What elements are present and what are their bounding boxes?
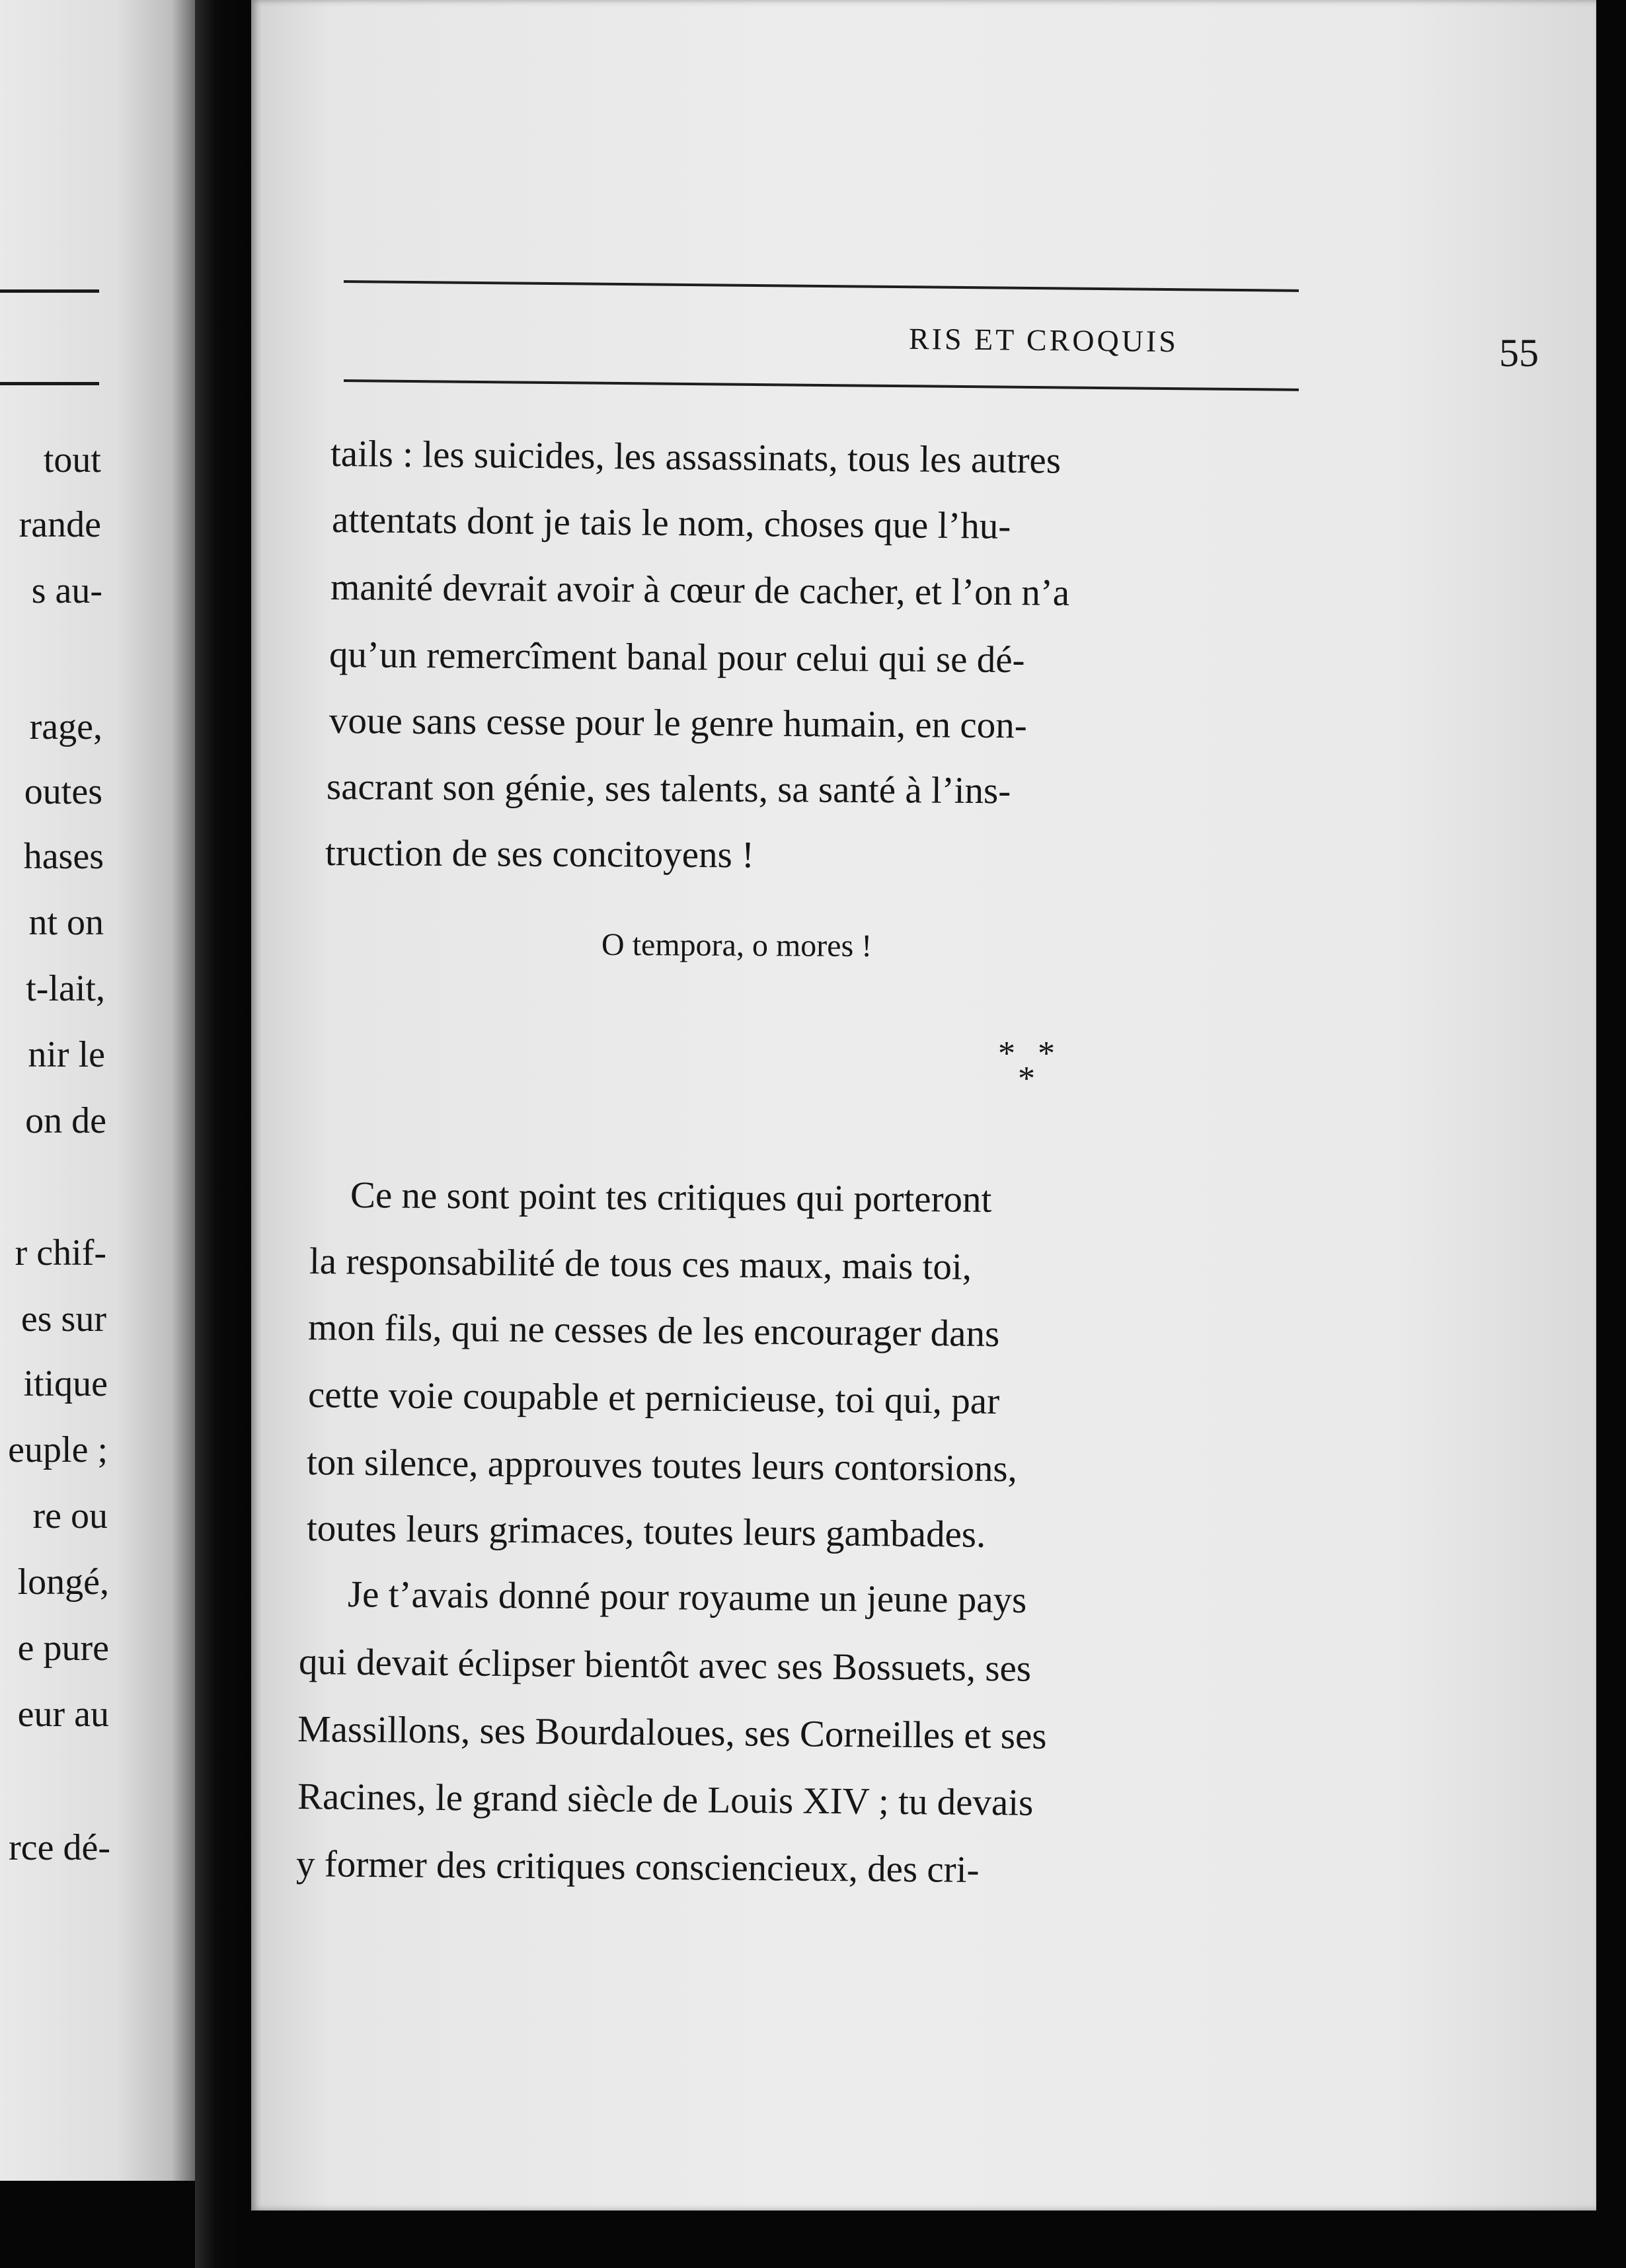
- left-page-line: r chif-: [15, 1232, 106, 1273]
- header-rule-bottom: [344, 379, 1299, 391]
- paragraph-2-line: cette voie coupable et pernicieuse, toi qui, par: [307, 1374, 1000, 1423]
- paragraph-2-line: toutes leurs grimaces, toutes leurs gambades.: [306, 1507, 986, 1556]
- left-page-line: tout: [43, 439, 101, 480]
- book-gutter: [195, 0, 248, 2268]
- left-page-line: nir le: [28, 1034, 105, 1075]
- header-rule-top: [344, 280, 1299, 292]
- latin-quote: O tempora, o mores !: [601, 927, 872, 964]
- paragraph-1-line: manité devrait avoir à cœur de cacher, et l’on n’a: [330, 566, 1070, 614]
- paragraph-1-line: attentats dont je tais le nom, choses que l’hu-: [331, 499, 1011, 547]
- asterism-star: *: [1018, 1060, 1035, 1098]
- paragraph-2-line: ton silence, approuves toutes leurs contorsions,: [306, 1441, 1018, 1490]
- left-page-line: itique: [23, 1363, 108, 1404]
- right-page: [251, 0, 1596, 2211]
- paragraph-1-line: voue sans cesse pour le genre humain, en con-: [329, 700, 1027, 747]
- left-page-line: rce dé-: [9, 1827, 110, 1868]
- paragraph-1-line: tails : les suicides, les assassinats, tous les autres: [330, 433, 1062, 482]
- left-page-line: longé,: [17, 1562, 109, 1603]
- left-page-line: s au-: [31, 570, 102, 611]
- left-page-line: t-lait,: [26, 968, 105, 1009]
- paragraph-3-line: y former des critiques consciencieux, des cri-: [295, 1843, 980, 1891]
- left-page-line: rande: [19, 504, 101, 545]
- left-page-line: re ou: [32, 1495, 108, 1536]
- paragraph-3-line: qui devait éclipser bientôt avec ses Bossuets, ses: [298, 1641, 1032, 1690]
- running-title: RIS ET CROQUIS: [908, 321, 1179, 359]
- left-page-line: e pure: [17, 1628, 109, 1669]
- left-page-line: eur au: [17, 1694, 109, 1735]
- paragraph-2-line: mon fils, qui ne cesses de les encourager dans: [307, 1306, 1000, 1355]
- asterism: [998, 1034, 1077, 1107]
- left-header-rule-top: [0, 289, 99, 293]
- left-page-line: rage,: [29, 706, 102, 747]
- paragraph-1-line: truction de ses concitoyens !: [325, 832, 755, 876]
- paragraph-3-line: Massillons, ses Bourdaloues, ses Corneilles et ses: [297, 1708, 1047, 1757]
- left-page-line: nt on: [28, 902, 104, 943]
- left-page-line: es sur: [20, 1299, 106, 1340]
- paragraph-3-line: Racines, le grand siècle de Louis XIV ; tu devais: [297, 1776, 1034, 1824]
- paragraph-2-line: la responsabilité de tous ces maux, mais toi,: [309, 1240, 972, 1288]
- left-header-rule-bottom: [0, 382, 99, 385]
- left-page-line: hases: [23, 836, 104, 877]
- paragraph-2-line: Ce ne sont point tes critiques qui porteront: [350, 1174, 992, 1221]
- left-page-line: outes: [24, 771, 102, 812]
- asterism-star: *: [998, 1035, 1015, 1073]
- asterism-star: *: [1038, 1035, 1055, 1073]
- left-page: [0, 0, 195, 2181]
- left-page-line: euple ;: [8, 1429, 108, 1470]
- paragraph-1-line: sacrant son génie, ses talents, sa santé à l’ins-: [326, 766, 1011, 812]
- left-page-line: on de: [25, 1100, 106, 1141]
- page-number: 55: [1499, 331, 1539, 375]
- paragraph-3-line: Je t’avais donné pour royaume un jeune pays: [347, 1573, 1027, 1621]
- paragraph-1-line: qu’un remercîment banal pour celui qui se dé-: [329, 634, 1025, 681]
